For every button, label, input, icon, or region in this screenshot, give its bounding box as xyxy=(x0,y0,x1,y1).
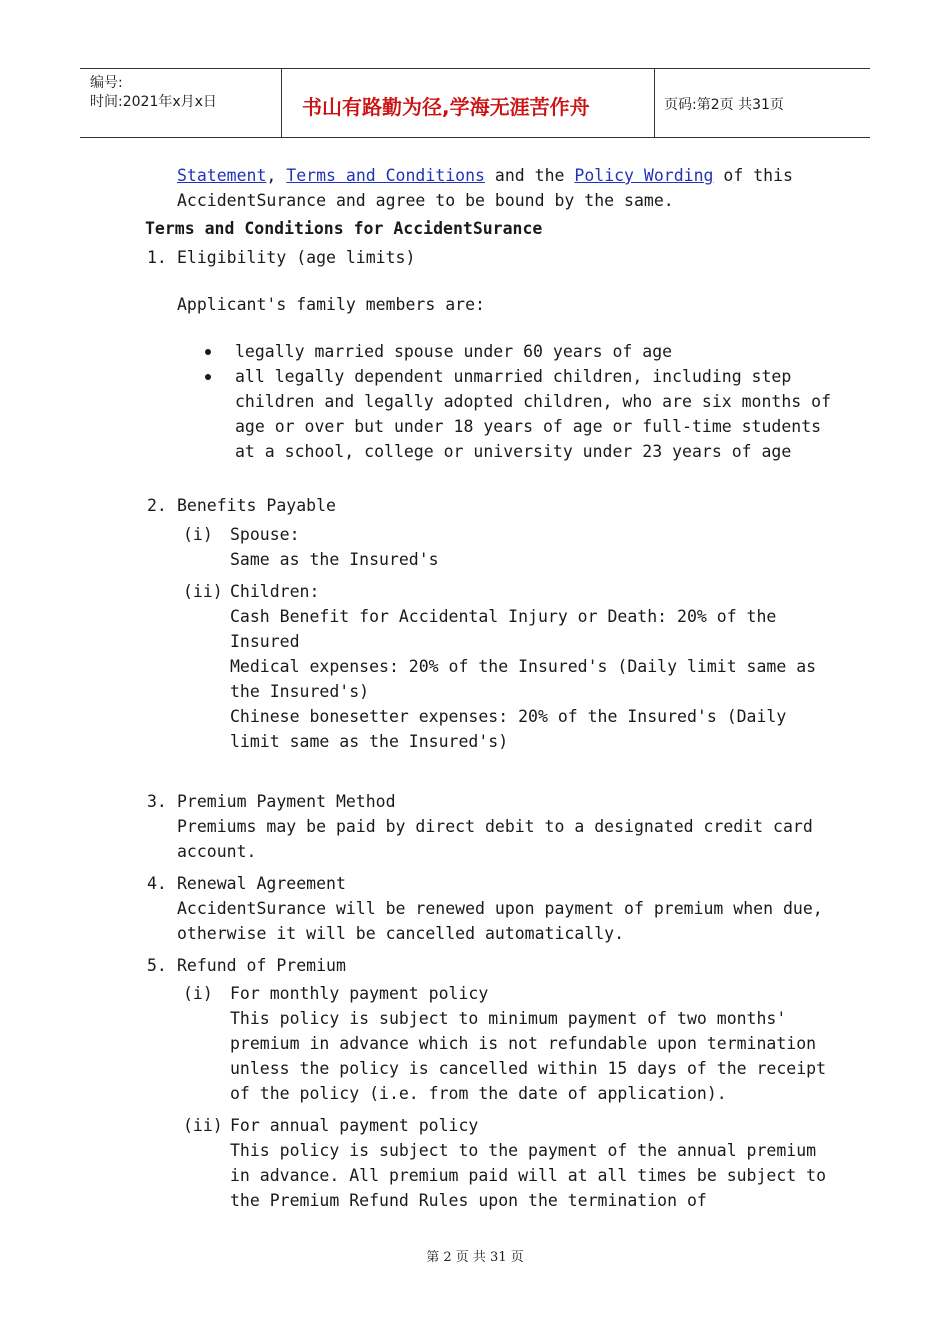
intro-line-1: Statement, Terms and Conditions and the Policy Wording of this xyxy=(177,166,793,185)
s3-number: 3. xyxy=(147,792,167,811)
s1-intro: Applicant's family members are: xyxy=(177,295,485,314)
s2-title: Benefits Payable xyxy=(177,496,336,515)
s1-bullet-2-line: at a school, college or university under 23 years of age xyxy=(235,442,792,461)
s1-bullet-2-line: children and legally adopted children, who are six months of xyxy=(235,392,832,411)
header-motto-cell xyxy=(282,69,655,137)
s2-ii-line: the Insured's) xyxy=(230,682,370,701)
time-label: 时间:2021年x月x日 xyxy=(90,94,217,110)
bullet-icon xyxy=(205,349,211,355)
terms-conditions-link[interactable]: Terms and Conditions xyxy=(286,166,485,185)
s5-i-number: (i) xyxy=(183,984,213,1003)
bullet-icon xyxy=(205,374,211,380)
s2-ii-title: Children: xyxy=(230,582,320,601)
s5-ii-line: the Premium Refund Rules upon the termination of xyxy=(230,1191,707,1210)
s5-ii-line: in advance. All premium paid will at all times be subject to xyxy=(230,1166,827,1185)
s5-i-line: unless the policy is cancelled within 15 days of the receipt xyxy=(230,1059,827,1078)
section-heading: Terms and Conditions for AccidentSurance xyxy=(145,219,543,238)
page-header xyxy=(80,68,870,138)
s5-ii-title: For annual payment policy xyxy=(230,1116,479,1135)
s5-i-line: of the policy (i.e. from the date of application). xyxy=(230,1084,727,1103)
page-footer: 第 2 页 共 31 页 xyxy=(426,1250,524,1265)
s4-line: AccidentSurance will be renewed upon payment of premium when due, xyxy=(177,899,823,918)
s4-line: otherwise it will be cancelled automatically. xyxy=(177,924,625,943)
number-label: 编号: xyxy=(90,75,123,91)
s2-ii-line: Chinese bonesetter expenses: 20% of the Insured's (Daily xyxy=(230,707,787,726)
s5-ii-number: (ii) xyxy=(183,1116,223,1135)
s2-ii-line: Medical expenses: 20% of the Insured's (Daily limit same as xyxy=(230,657,817,676)
page-info: 页码:第2页 共31页 xyxy=(664,97,784,113)
s1-bullet-1: legally married spouse under 60 years of age xyxy=(235,342,673,361)
s5-number: 5. xyxy=(147,956,167,975)
s1-bullet-2-line: all legally dependent unmarried children, including step xyxy=(235,367,792,386)
s5-title: Refund of Premium xyxy=(177,956,346,975)
s2-ii-line: Cash Benefit for Accidental Injury or Death: 20% of the xyxy=(230,607,777,626)
s2-i-number: (i) xyxy=(183,525,213,544)
s4-title: Renewal Agreement xyxy=(177,874,346,893)
s1-bullet-2-line: age or over but under 18 years of age or full-time students xyxy=(235,417,822,436)
s5-i-line: premium in advance which is not refundable upon termination xyxy=(230,1034,817,1053)
s5-i-line: This policy is subject to minimum payment of two months' xyxy=(230,1009,787,1028)
statement-link[interactable]: Statement xyxy=(177,166,267,185)
s1-title: Eligibility (age limits) xyxy=(177,248,416,267)
s2-ii-line: Insured xyxy=(230,632,300,651)
s4-number: 4. xyxy=(147,874,167,893)
policy-wording-link[interactable]: Policy Wording xyxy=(574,166,714,185)
s2-i-text: Same as the Insured's xyxy=(230,550,439,569)
s3-line: Premiums may be paid by direct debit to a designated credit card xyxy=(177,817,813,836)
intro-line-2: AccidentSurance and agree to be bound by the same. xyxy=(177,191,674,210)
s5-ii-line: This policy is subject to the payment of the annual premium xyxy=(230,1141,817,1160)
s2-ii-line: limit same as the Insured's) xyxy=(230,732,509,751)
s2-number: 2. xyxy=(147,496,167,515)
s5-i-title: For monthly payment policy xyxy=(230,984,489,1003)
header-page-cell xyxy=(655,69,870,137)
header-meta-cell xyxy=(80,69,282,137)
motto: 书山有路勤为径,学海无涯苦作舟 xyxy=(302,95,590,119)
s3-title: Premium Payment Method xyxy=(177,792,396,811)
s2-ii-number: (ii) xyxy=(183,582,223,601)
s2-i-title: Spouse: xyxy=(230,525,300,544)
s1-number: 1. xyxy=(147,248,167,267)
s3-line: account. xyxy=(177,842,257,861)
